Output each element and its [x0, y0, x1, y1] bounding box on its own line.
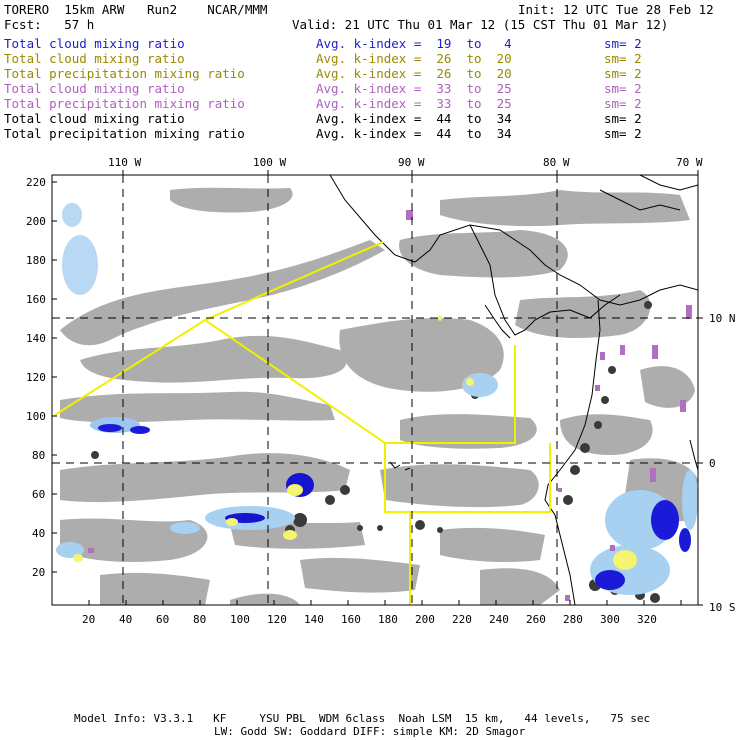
latitude-label: 10 S	[709, 601, 736, 614]
legend-sm: sm= 2	[604, 111, 642, 126]
latitude-label: 10 N	[709, 312, 736, 325]
x-tick-label: 140	[304, 613, 324, 626]
legend-sm: sm= 2	[604, 66, 642, 81]
init-time: Init: 12 UTC Tue 28 Feb 12	[518, 2, 714, 17]
legend-label: Total cloud mixing ratio	[4, 111, 185, 126]
x-tick-label: 160	[341, 613, 361, 626]
y-tick-label: 20	[32, 566, 46, 579]
x-tick-label: 300	[600, 613, 620, 626]
latitude-label: 0	[709, 457, 716, 470]
legend-label: Total precipitation mixing ratio	[4, 66, 245, 81]
x-tick-label: 240	[489, 613, 509, 626]
x-tick-label: 200	[415, 613, 435, 626]
physics-info: LW: Godd SW: Goddard DIFF: simple KM: 2D Smagor	[214, 725, 526, 738]
y-tick-label: 120	[26, 371, 46, 384]
x-tick-label: 220	[452, 613, 472, 626]
y-tick-label: 80	[32, 449, 46, 462]
x-tick-label: 20	[82, 613, 96, 626]
forecast-hour: Fcst: 57 h	[4, 17, 95, 32]
legend-kindex: Avg. k-index = 44 to 34	[316, 111, 512, 126]
legend-kindex: Avg. k-index = 26 to 20	[316, 66, 512, 81]
x-tick-label: 280	[563, 613, 583, 626]
legend-label: Total cloud mixing ratio	[4, 51, 185, 66]
x-tick-label: 260	[526, 613, 546, 626]
legend-kindex: Avg. k-index = 33 to 25	[316, 81, 512, 96]
legend-sm: sm= 2	[604, 96, 642, 111]
x-tick-label: 100	[230, 613, 250, 626]
model-title: TORERO 15km ARW Run2 NCAR/MMM	[4, 2, 268, 17]
legend-label: Total precipitation mixing ratio	[4, 126, 245, 141]
x-tick-label: 80	[193, 613, 207, 626]
legend-kindex: Avg. k-index = 19 to 4	[316, 36, 512, 51]
legend-sm: sm= 2	[604, 36, 642, 51]
x-tick-label: 320	[637, 613, 657, 626]
y-tick-label: 220	[26, 176, 46, 189]
legend-label: Total cloud mixing ratio	[4, 36, 185, 51]
legend-sm: sm= 2	[604, 81, 642, 96]
longitude-label: 110 W	[108, 156, 142, 169]
valid-time: Valid: 21 UTC Thu 01 Mar 12 (15 CST Thu 01 Mar 12)	[292, 17, 669, 32]
y-tick-label: 40	[32, 527, 46, 540]
model-info: Model Info: V3.3.1 KF YSU PBL WDM 6class Noah LSM 15 km, 44 levels, 75 sec	[74, 712, 651, 725]
y-tick-label: 100	[26, 410, 46, 423]
longitude-label: 80 W	[543, 156, 570, 169]
legend-label: Total cloud mixing ratio	[4, 81, 185, 96]
legend-kindex: Avg. k-index = 33 to 25	[316, 96, 512, 111]
longitude-label: 70 W	[676, 156, 703, 169]
x-tick-label: 180	[378, 613, 398, 626]
x-tick-label: 40	[119, 613, 133, 626]
y-tick-label: 60	[32, 488, 46, 501]
longitude-label: 100 W	[253, 156, 287, 169]
y-tick-label: 200	[26, 215, 46, 228]
legend-kindex: Avg. k-index = 44 to 34	[316, 126, 512, 141]
x-tick-label: 60	[156, 613, 170, 626]
legend-label: Total precipitation mixing ratio	[4, 96, 245, 111]
legend-sm: sm= 2	[604, 51, 642, 66]
x-tick-label: 120	[267, 613, 287, 626]
y-tick-label: 140	[26, 332, 46, 345]
legend-kindex: Avg. k-index = 26 to 20	[316, 51, 512, 66]
legend-sm: sm= 2	[604, 126, 642, 141]
y-tick-label: 160	[26, 293, 46, 306]
longitude-label: 90 W	[398, 156, 425, 169]
y-tick-label: 180	[26, 254, 46, 267]
